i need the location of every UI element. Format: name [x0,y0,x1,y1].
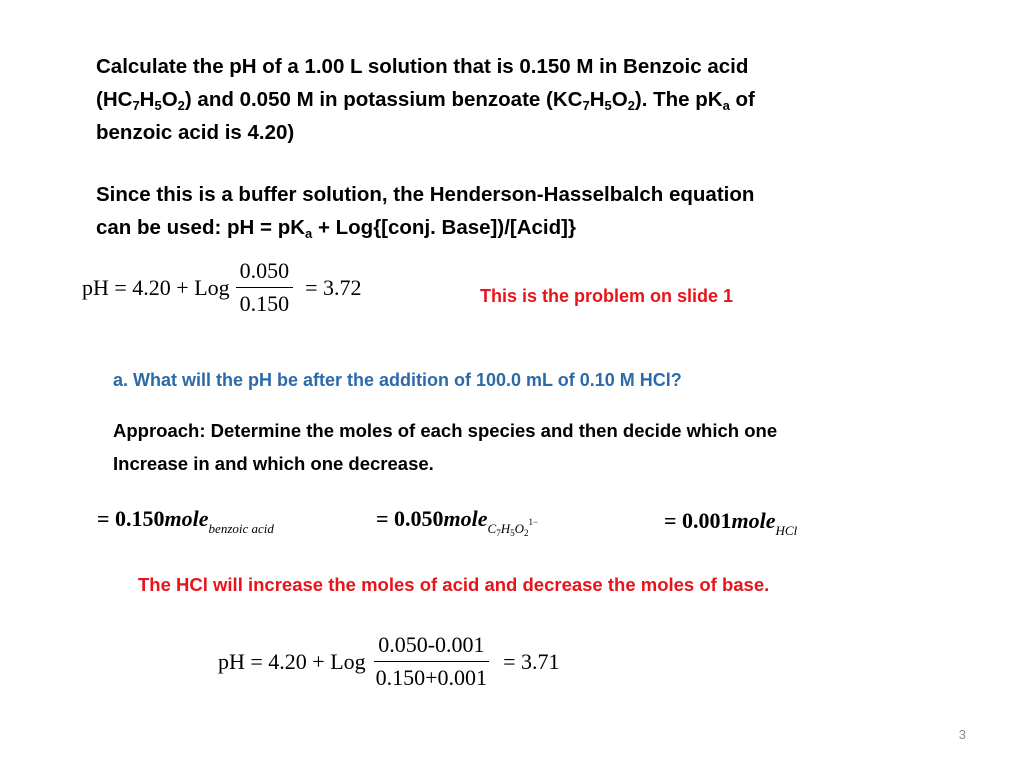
page-number: 3 [958,727,966,742]
problem-statement [96,50,926,149]
equation-1-fraction [236,258,294,317]
explanation-line-1: Since this is a buffer solution, the Henderson-Hasselbalch equation [96,183,755,206]
problem-line-1: Calculate the pH of a 1.00 L solution that is 0.150 M in Benzoic acid [96,55,749,78]
explanation-text [96,178,926,244]
equation-1-numerator: 0.050 [236,258,294,288]
note-hcl-effect: The HCl will increase the moles of acid and decrease the moles of base. [138,574,770,595]
equation-1 [82,258,362,317]
approach-line-2: Increase in and which one decrease. [113,453,434,474]
equation-2 [218,632,559,691]
approach-line-1: Approach: Determine the moles of each species and then decide which one [113,420,778,441]
note-slide-reference: This is the problem on slide 1 [480,286,734,306]
equation-2-lhs: pH = 4.20 + Log [218,648,366,674]
problem-line-2: $(HC_7H_5O_2)$ and 0.050 M in potassium benzoate $(KC_7H_5O_2)$. The $pK_a$ of [96,88,755,113]
equation-1-denominator: 0.150 [239,291,290,316]
explanation-line-2: can be used: pH = $pK_a$ + Log{[conj. Base])/[Acid]} [96,216,576,241]
equation-2-numerator: 0.050-0.001 [374,632,488,662]
equation-2-fraction [372,632,491,691]
problem-line-3: benzoic acid is 4.20) [96,121,295,144]
equation-1-result: = 3.72 [305,274,362,300]
moles-benzoic-acid: = 0.150mole$_{benzoic acid}$ [97,506,274,536]
equation-2-denominator: 0.150+0.001 [375,665,488,690]
approach-text [113,414,943,480]
moles-benzoate: = 0.050mole$_{C_7H_5O_2^{1-}}$ [376,506,539,538]
equation-2-result: = 3.71 [503,648,560,674]
moles-hcl: = 0.001mole$_{HCl}$ [664,508,798,538]
question-a: a. What will the pH be after the addition of 100.0 mL of 0.10 M HCl? [113,370,682,390]
equation-1-lhs: pH = 4.20 + Log [82,274,230,300]
